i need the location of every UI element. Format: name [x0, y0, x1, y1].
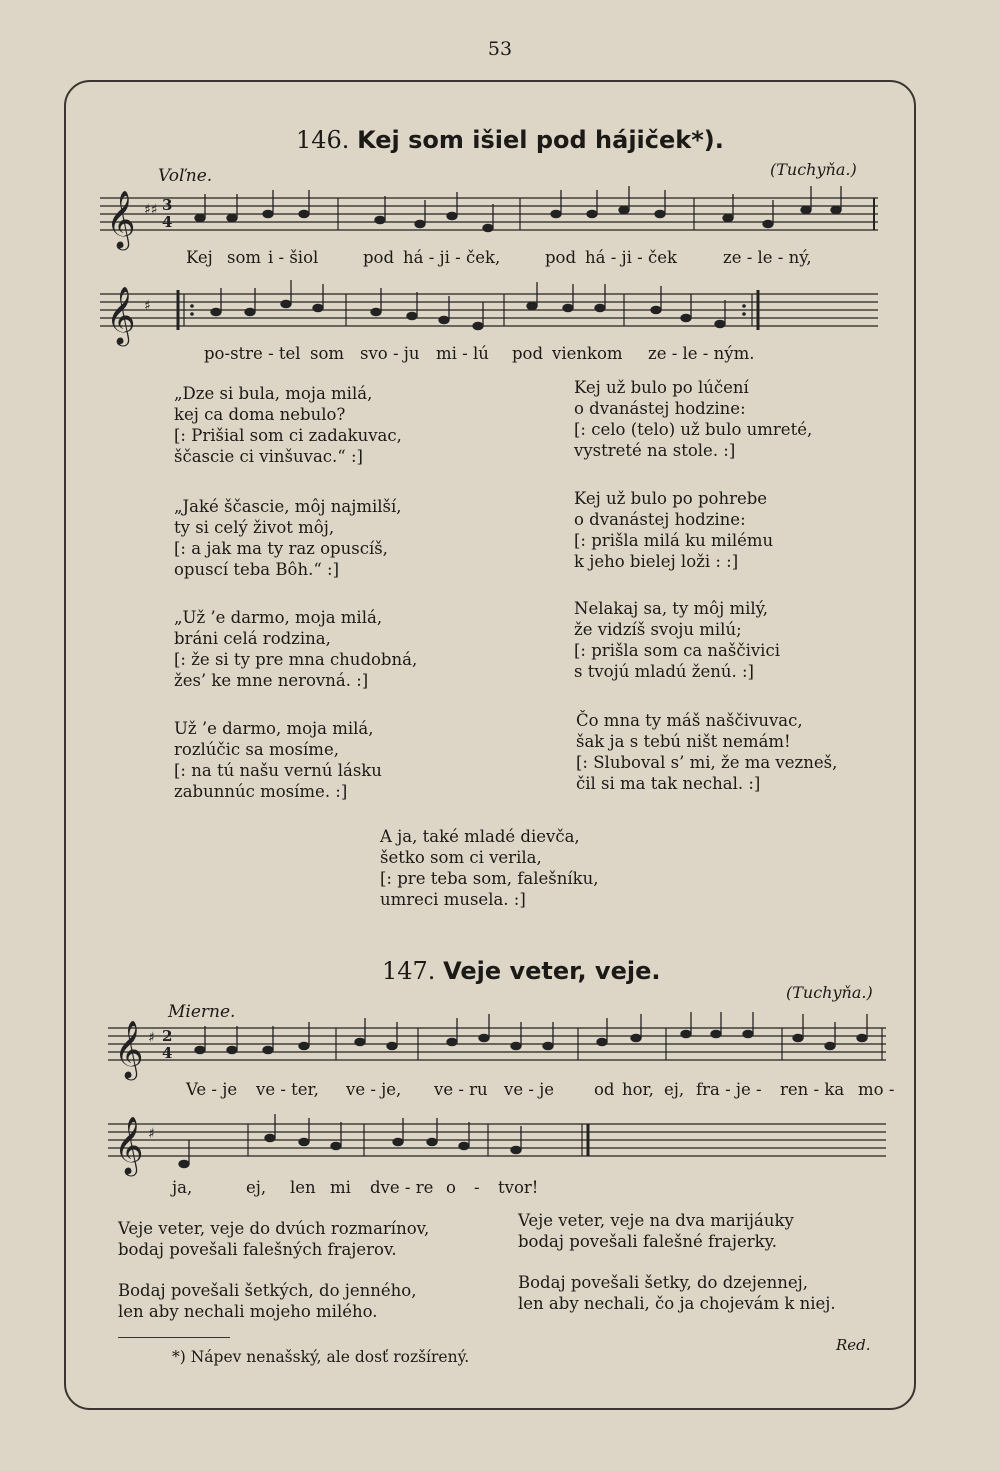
syllable: ze - le - ným.	[648, 344, 755, 363]
song-146-tempo: Voľne.	[158, 166, 213, 186]
footnote-divider	[118, 1337, 230, 1338]
song-146-number: 146.	[296, 126, 350, 154]
song-146-title	[296, 126, 724, 154]
syllable: pod	[512, 344, 544, 363]
syllable: mi - lú	[436, 344, 489, 363]
syllable: Kej	[186, 248, 213, 267]
svg-text:♯: ♯	[148, 1030, 155, 1046]
song-146-staff-2	[100, 276, 890, 351]
syllable: pod	[545, 248, 577, 267]
syllable: svo - ju	[360, 344, 420, 363]
song-146-verse-9: A ja, také mladé dievča, šetko som ci verila, [: pre teba som, falešníku, umreci musela. :]	[380, 827, 599, 909]
song-147-tempo: Mierne.	[168, 1002, 236, 1022]
syllable: dve - re	[370, 1178, 434, 1197]
signature: Red.	[836, 1336, 871, 1354]
treble-clef-icon: 𝄞	[106, 190, 136, 248]
song-146-title-text: Kej som išiel pod hájiček	[357, 126, 692, 154]
syllable: len	[290, 1178, 316, 1197]
svg-text:3: 3	[162, 196, 173, 214]
footnote: *) Nápev nenašský, ale dosť rozšírený.	[172, 1348, 470, 1366]
svg-text:♯: ♯	[144, 298, 151, 314]
syllable: tvor!	[498, 1178, 539, 1197]
syllable: fra - je -	[696, 1080, 762, 1099]
song-146-footnote-mark: *).	[691, 126, 724, 154]
song-146-verse-3: „Už ’e darmo, moja milá, bráni celá rodzina, [: že si ty pre mna chudobná, žes’ ke mne nerovná. :]	[174, 608, 418, 690]
song-147-title-text: Veje veter, veje.	[443, 957, 661, 985]
song-147-verse-3: Veje veter, veje na dva marijáuky bodaj povešali falešné frajerky.	[518, 1211, 794, 1251]
song-146-verse-7: Nelakaj sa, ty môj milý, že vidzíš svoju milú; [: prišla som ca naščivici s tvojú mladú ženú. :]	[574, 599, 780, 681]
syllable: som	[227, 248, 262, 267]
svg-text:♯: ♯	[148, 1126, 155, 1142]
syllable: ej,	[664, 1080, 685, 1099]
song-146-staff-1	[100, 180, 890, 255]
syllable: hor,	[622, 1080, 654, 1099]
svg-text:2: 2	[162, 1027, 173, 1045]
syllable: som	[310, 344, 345, 363]
song-146-verse-1: „Dze si bula, moja milá, kej ca doma nebulo? [: Prišial som ci zadakuvac, ščascie ci vinšuvac.“ :]	[174, 384, 402, 466]
syllable: -	[474, 1178, 480, 1197]
syllable: o	[446, 1178, 456, 1197]
song-146-source: (Tuchyňa.)	[770, 160, 857, 179]
song-147-staff-2	[108, 1108, 898, 1178]
syllable: há - ji - ček,	[403, 248, 501, 267]
syllable: mi	[330, 1178, 351, 1197]
treble-clef-icon: 𝄞	[114, 1020, 144, 1078]
syllable: ren - ka	[780, 1080, 845, 1099]
song-147-verse-2: Bodaj povešali šetkých, do jenného, len aby nechali mojeho milého.	[118, 1281, 417, 1321]
song-146-verse-2: „Jaké ščascie, môj najmilší, ty si celý život môj, [: a jak ma ty raz opuscíš, opuscí teba Bôh.“ :]	[174, 497, 402, 579]
syllable: pod	[363, 248, 395, 267]
song-147-lyrics-line-2	[0, 1178, 1000, 1200]
syllable: há - ji - ček	[585, 248, 677, 267]
syllable: i - šiol	[268, 248, 319, 267]
song-146-verse-8: Čo mna ty máš naščivuvac, šak ja s tebú ništ nemám! [: Sluboval s’ mi, že ma vezneš, čil si ma tak nechal. :]	[576, 711, 838, 793]
song-146-verse-5: Kej už bulo po lúčení o dvanástej hodzine: [: celo (telo) už bulo umreté, vystreté na stole. :]	[574, 378, 813, 460]
song-146-verse-6: Kej už bulo po pohrebe o dvanástej hodzine: [: prišla milá ku milému k jeho bielej loži : :]	[574, 489, 774, 571]
song-146-lyrics-line-2	[0, 344, 1000, 366]
svg-text:4: 4	[162, 1044, 173, 1062]
page-number: 53	[487, 38, 513, 60]
svg-text:♯♯: ♯♯	[144, 202, 158, 218]
syllable: od	[594, 1080, 615, 1099]
syllable: ve - je,	[346, 1080, 402, 1099]
song-147-verse-4: Bodaj povešali šetky, do dzejennej, len aby nechali, čo ja chojevám k niej.	[518, 1273, 836, 1313]
syllable: po-stre - tel	[204, 344, 301, 363]
song-147-number: 147.	[382, 957, 436, 985]
syllable: Ve - je	[186, 1080, 238, 1099]
syllable: ja,	[172, 1178, 193, 1197]
treble-clef-icon: 𝄞	[114, 1116, 144, 1174]
song-147-source: (Tuchyňa.)	[786, 983, 873, 1002]
syllable: ej,	[246, 1178, 267, 1197]
treble-clef-icon: 𝄞	[106, 286, 136, 344]
song-147-verse-1: Veje veter, veje do dvúch rozmarínov, bodaj povešali falešných frajerov.	[118, 1219, 430, 1259]
syllable: vienkom	[552, 344, 623, 363]
syllable: ve - ru	[434, 1080, 488, 1099]
song-146-verse-4: Už ’e darmo, moja milá, rozlúčic sa mosíme, [: na tú našu vernú lásku zabunnúc mosíme. :]	[174, 719, 382, 801]
svg-text:4: 4	[162, 213, 173, 231]
song-147-staff-1	[108, 1012, 898, 1082]
syllable: ze - le - ný,	[723, 248, 812, 267]
syllable: mo -	[858, 1080, 895, 1099]
syllable: ve - je	[504, 1080, 555, 1099]
song-146-lyrics-line-1	[0, 248, 1000, 270]
syllable: ve - ter,	[256, 1080, 319, 1099]
song-147-title	[382, 957, 660, 985]
song-147-lyrics-line-1	[0, 1080, 1000, 1102]
